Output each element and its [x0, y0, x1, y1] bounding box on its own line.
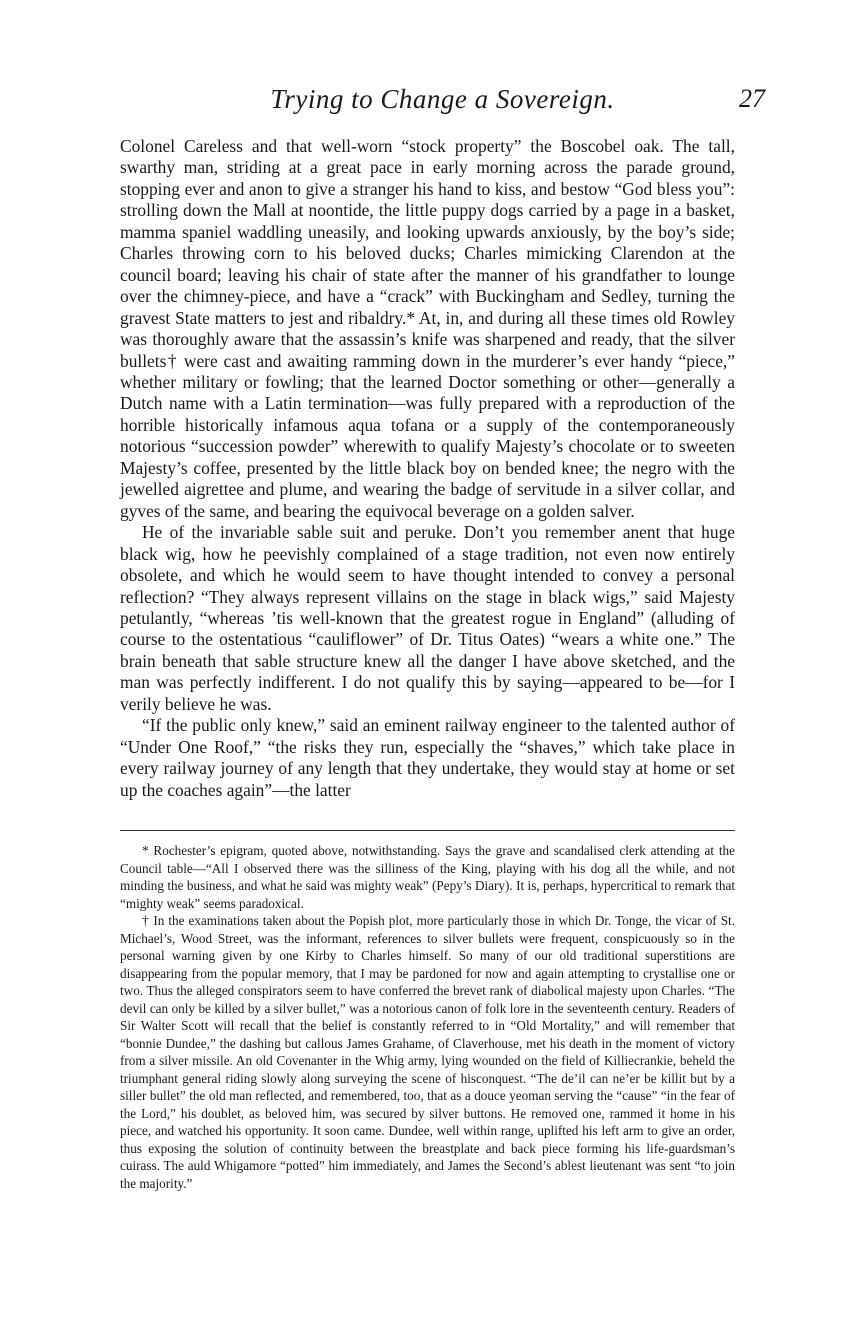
paragraph: Colonel Careless and that well-worn “stock property” the Boscobel oak. The tall, swarthy man, striding at a great pace in early morning across the parade ground, stopping ever and anon to give a stranger his hand to kiss, and bestow “God bless you”: strolling down the Mall at noontide, the little puppy dogs carried by a page in a basket, mamma spaniel waddling uneasily, and looking upwards anxiously, by the boy’s side; Charles throwing corn to his beloved ducks; Charles mimicking Clarendon at the council board; leaving his chair of state after the manner of his grandfather to lounge over the chimney-piece, and have a “crack” with Buckingham and Sedley, turning the gravest State matters to jest and ribaldry.* At, in, and during all these times old Rowley was thoroughly aware that the assassin’s knife was sharpened and ready, that the silver bullets† were cast and awaiting ramming down in the murderer’s ever handy “piece,” whether military or fowling; that the learned Doctor something or other—generally a Dutch name with a Latin termination—was fully prepared with a reproduction of the horrible historically infamous aqua tofana or a supply of the contemporaneously notorious “succession powder” wherewith to qualify Majesty’s chocolate or to sweeten Majesty’s coffee, presented by the little black boy on bended knee; the negro with the jewelled aigrettee and plume, and wearing the badge of servitude in a silver collar, and gyves of the same, and bearing the equivocal beverage on a golden salver. — [120, 136, 735, 521]
footnote-divider — [120, 830, 735, 831]
running-header — [118, 84, 767, 124]
page-number: 27 — [739, 84, 765, 113]
footnote: * Rochester’s epigram, quoted above, notwithstanding. Says the grave and scandalised clerk attending at the Council table—“All I observed there was the silliness of the King, playing with his dog all the while, and not minding the business, and what he said was mighty weak” (Pepy’s Diary). It is, perhaps, hypercritical to remark that “mighty weak” seems paradoxical. — [120, 843, 735, 911]
footnote: † In the examinations taken about the Popish plot, more particularly those in which Dr. Tonge, the vicar of St. Michael’s, Wood Street, was the informant, references to silver bullets were frequent, conspicuously so in the personal warning given by one Kirby to Charles himself. So many of our old traditional superstitions are disappearing from the popular memory, that I may be pardoned for now and again attempting to crystallise one or two. Thus the alleged conspirators seem to have conferred the brevet rank of diabolical majesty upon Charles. “The devil can only be killed by a silver bullet,” was a notorious canon of folk lore in the seventeenth century. Readers of Sir Walter Scott will recall that the belief is constantly referred to in “Old Mortality,” and will remember that “bonnie Dundee,” the dashing but callous James Grahame, of Claverhouse, met his death in the moment of victory from a silver missile. An old Covenanter in the Whig army, lying wounded on the field of Killiecrankie, beheld the triumphant general riding slowly along surveying the scene of hisconquest. “The de’il can ne’er be killit but by a siller bullet” the old man reflected, and remembered, too, that as a douce yeoman serving the “cause” “in the fear of the Lord,” his doublet, as beloved him, was secured by silver buttons. He removed one, rammed it home in his piece, and watched his opportunity. It soon came. Dundee, well within range, uplifted his left arm to give an order, thus exposing the solution of continuity between the breastplate and back piece forming his life-guardsman’s cuirass. The auld Whigamore “potted” him immediately, and James the Second’s ablest lieutenant was sent “to join the majority.” — [120, 913, 735, 1191]
footnotes — [120, 842, 735, 1192]
running-title: Trying to Change a Sovereign. — [270, 84, 615, 114]
main-text — [120, 136, 735, 801]
paragraph: “If the public only knew,” said an eminent railway engineer to the talented author of “Under One Roof,” “the risks they run, especially the “shaves,” which take place in every railway journey of any length that they undertake, they would stay at home or set up the coaches again”—the latter — [120, 715, 735, 800]
paragraph: He of the invariable sable suit and peruke. Don’t you remember anent that huge black wig, how he peevishly complained of a stage tradition, not even now entirely obsolete, and which he would seem to have thought intended to convey a personal reflection? “They always represent villains on the stage in black wigs,” said Majesty petulantly, “whereas ’tis well-known that the greatest rogue in England” (alluding of course to the ostentatious “cauliflower” of Dr. Titus Oates) “wears a white one.” The brain beneath that sable structure knew all the danger I have above sketched, and the man was perfectly indifferent. I do not qualify this by saying—appeared to be—for I verily believe he was. — [120, 522, 735, 714]
